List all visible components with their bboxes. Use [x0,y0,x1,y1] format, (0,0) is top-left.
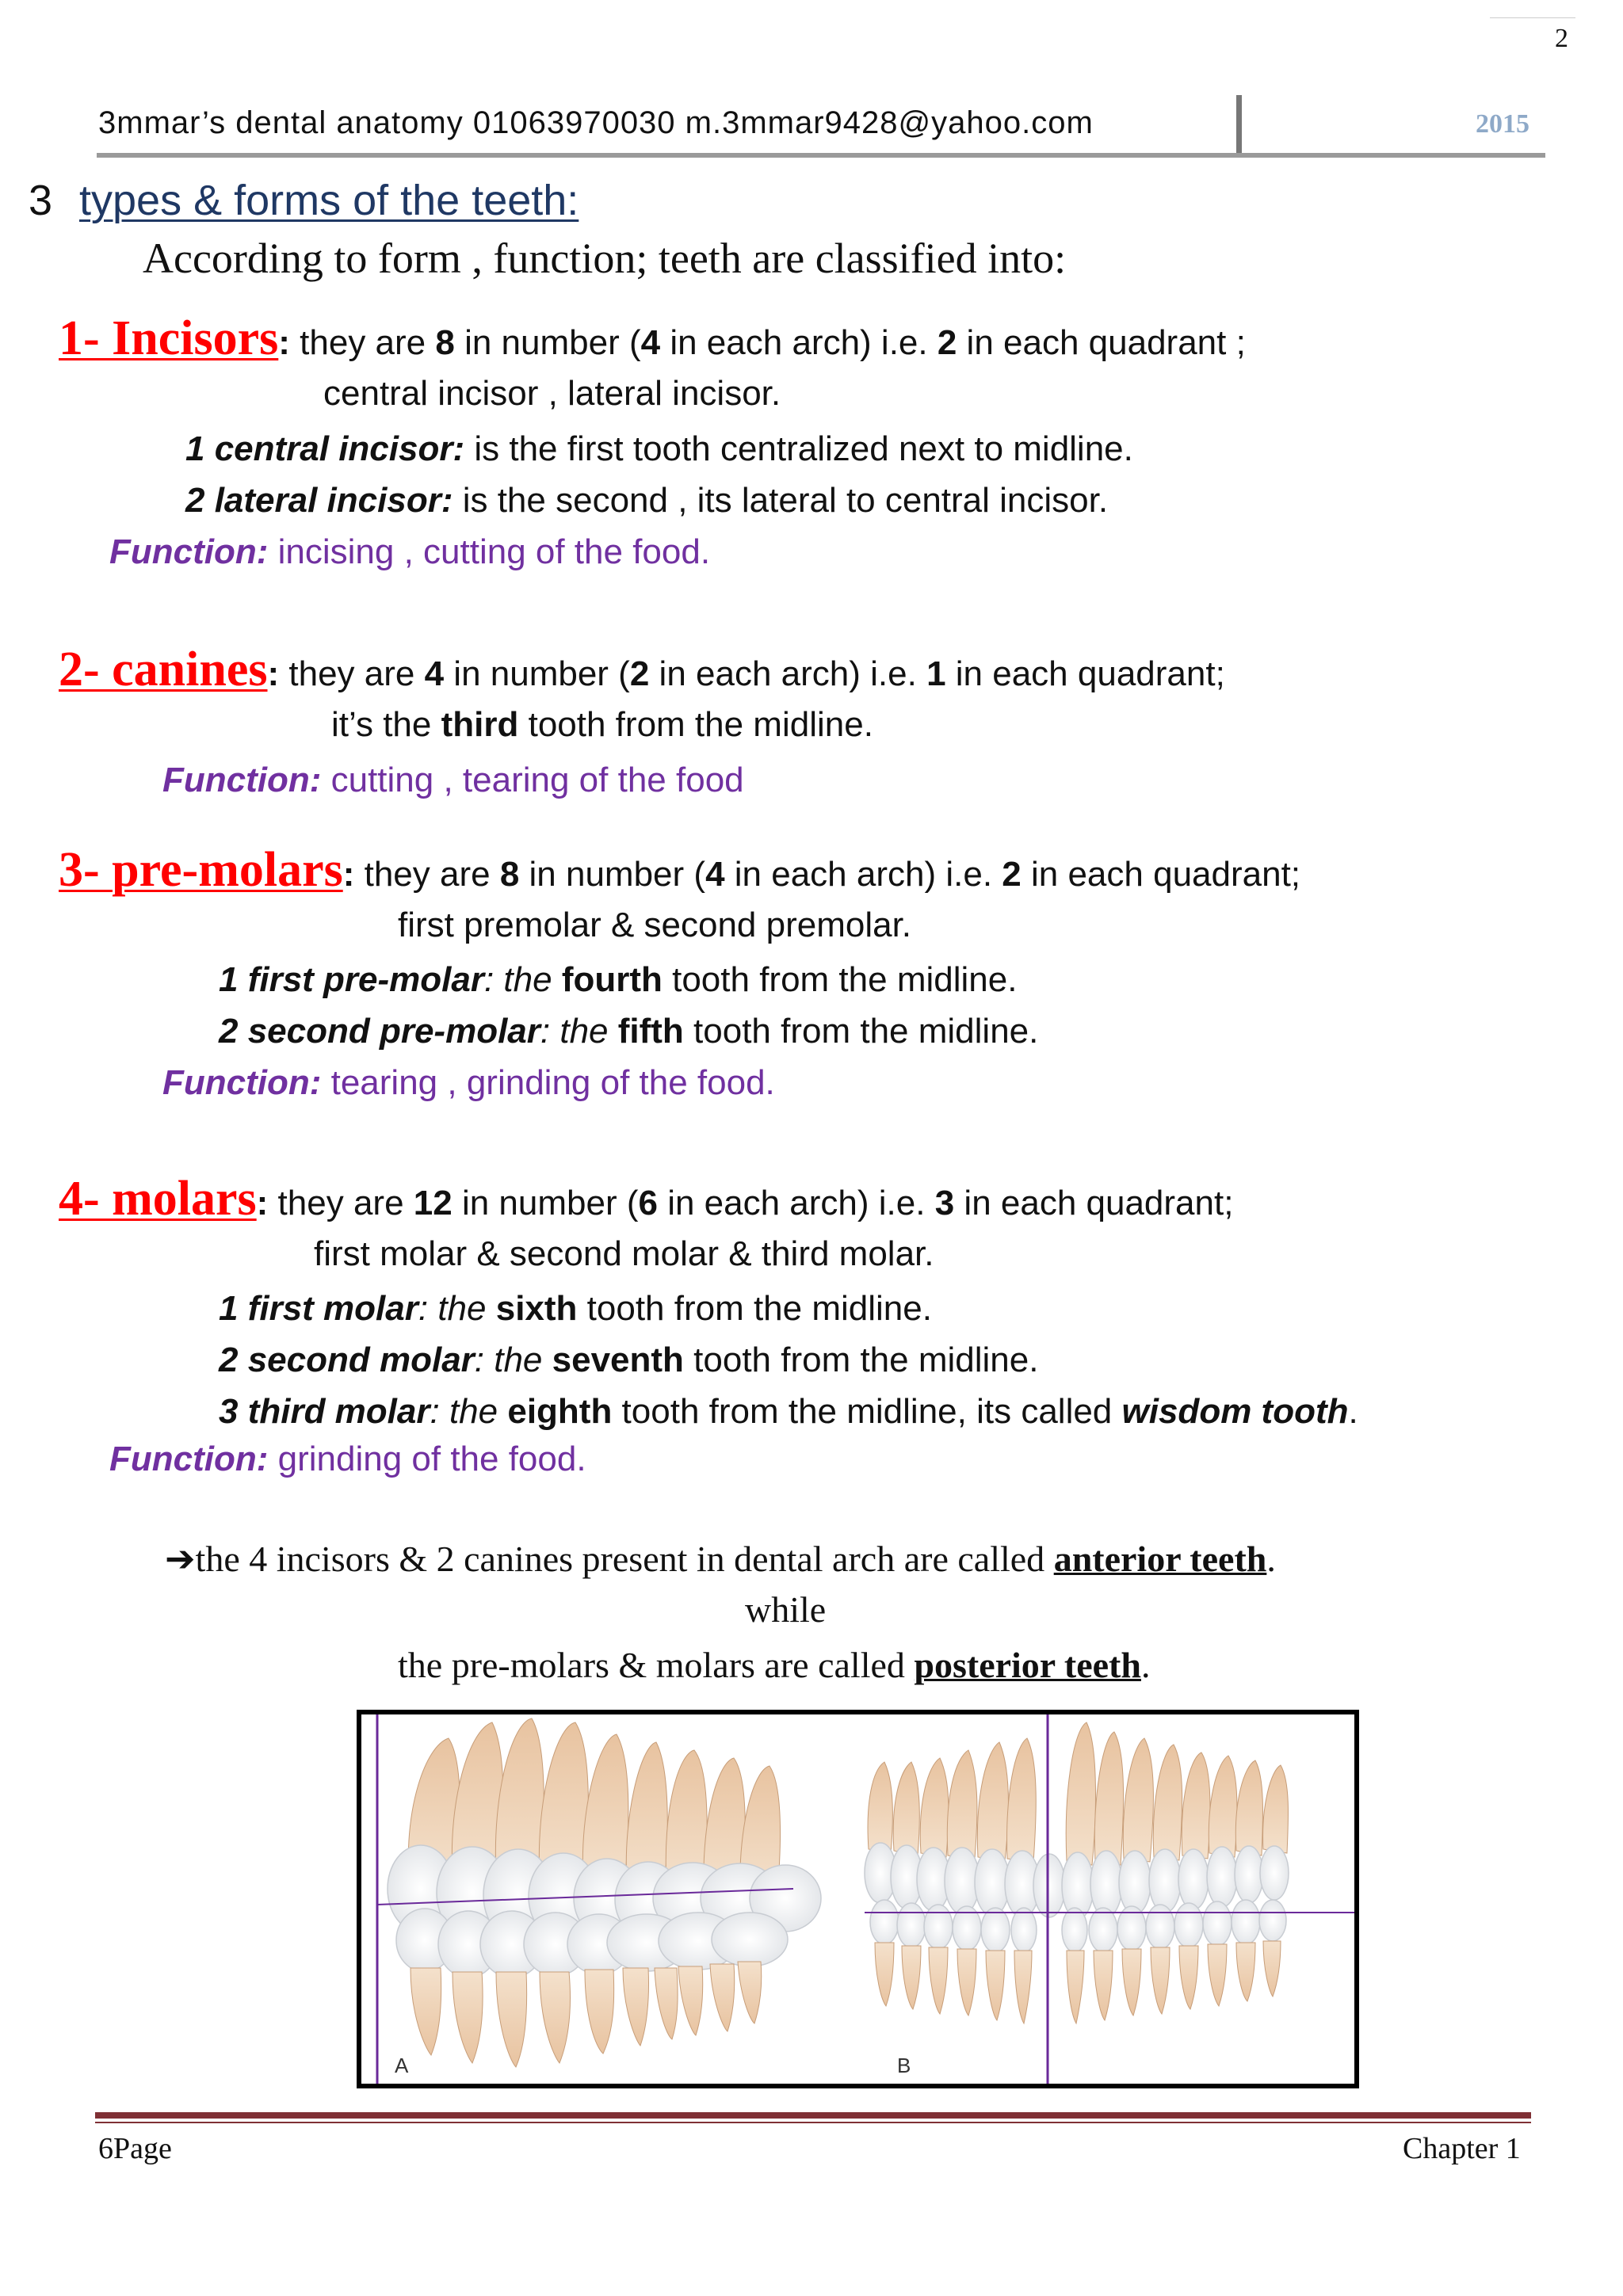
molars-line-2: first molar & second molar & third molar. [314,1234,934,1273]
premolars-line-2: first premolar & second premolar. [398,906,912,944]
canines-heading: 2- canines [59,643,268,696]
posterior-teeth-term: posterior teeth [914,1645,1141,1685]
figure-label-b: B [897,2054,911,2077]
footer-page: 6Page [98,2132,172,2165]
premolars-function: Function: tearing , grinding of the food. [162,1063,775,1102]
lateral-incisor-item: 2 lateral incisor: is the second , its lateral to central incisor. [185,481,1109,520]
page-number: 2 [1555,24,1568,53]
header-year: 2015 [1476,109,1529,139]
header-text: 3mmar’s dental anatomy 01063970030 m.3mmar9428@yahoo.com [98,105,1094,140]
central-incisor-item: 1 central incisor: is the first tooth centralized next to midline. [185,429,1133,468]
page-number-rule [1490,17,1575,18]
section-title: types & forms of the teeth: [79,177,579,224]
incisors-heading: 1- Incisors [59,311,279,365]
anterior-teeth-term: anterior teeth [1053,1539,1267,1579]
canines-function: Function: cutting , tearing of the food [162,761,744,799]
incisors-line-2: central incisor , lateral incisor. [323,374,781,413]
footer-chapter: Chapter 1 [1403,2132,1521,2165]
summary-line-3: the pre-molars & molars are called posterior teeth. [398,1645,1151,1685]
first-premolar-item: 1 first pre-molar: the fourth tooth from the midline. [219,960,1018,999]
footer-rule-thin [95,2122,1531,2123]
third-molar-item: 3 third molar: the eighth tooth from the midline, its called wisdom tooth. [219,1392,1358,1431]
figure-label-a: A [395,2054,409,2077]
first-molar-item: 1 first molar: the sixth tooth from the midline. [219,1289,932,1328]
section-intro: According to form , function; teeth are classified into: [143,235,1067,282]
section-number: 3 [29,177,53,224]
premolars-heading: 3- pre-molars [59,843,343,897]
premolars-line-1: 3- pre-molars: they are 8 in number (4 in each arch) i.e. 2 in each quadrant; [59,843,1301,897]
header-divider [1236,95,1242,157]
summary-line-2: while [745,1589,827,1630]
lateral-view-b [865,1714,1354,2084]
summary-line-1: ➔the 4 incisors & 2 canines present in dental arch are called anterior teeth. [165,1539,1276,1579]
footer-rule-thick [95,2112,1531,2119]
molars-function: Function: grinding of the food. [109,1440,586,1478]
teeth-figure [357,1710,1359,2088]
canines-line-1: 2- canines: they are 4 in number (2 in each arch) i.e. 1 in each quadrant; [59,643,1225,696]
molars-heading: 4- molars [59,1172,257,1226]
incisors-function: Function: incising , cutting of the food. [109,532,711,571]
second-molar-item: 2 second molar: the seventh tooth from the midline. [219,1341,1039,1379]
header-rule [97,153,1545,158]
canines-line-2: it’s the third tooth from the midline. [331,705,873,744]
teeth-illustration [361,1714,1354,2084]
lateral-view-a [377,1714,821,2084]
second-premolar-item: 2 second pre-molar: the fifth tooth from the midline. [219,1012,1039,1051]
incisors-line-1: 1- Incisors: they are 8 in number (4 in each arch) i.e. 2 in each quadrant ; [59,311,1246,365]
molars-line-1: 4- molars: they are 12 in number (6 in each arch) i.e. 3 in each quadrant; [59,1172,1234,1226]
